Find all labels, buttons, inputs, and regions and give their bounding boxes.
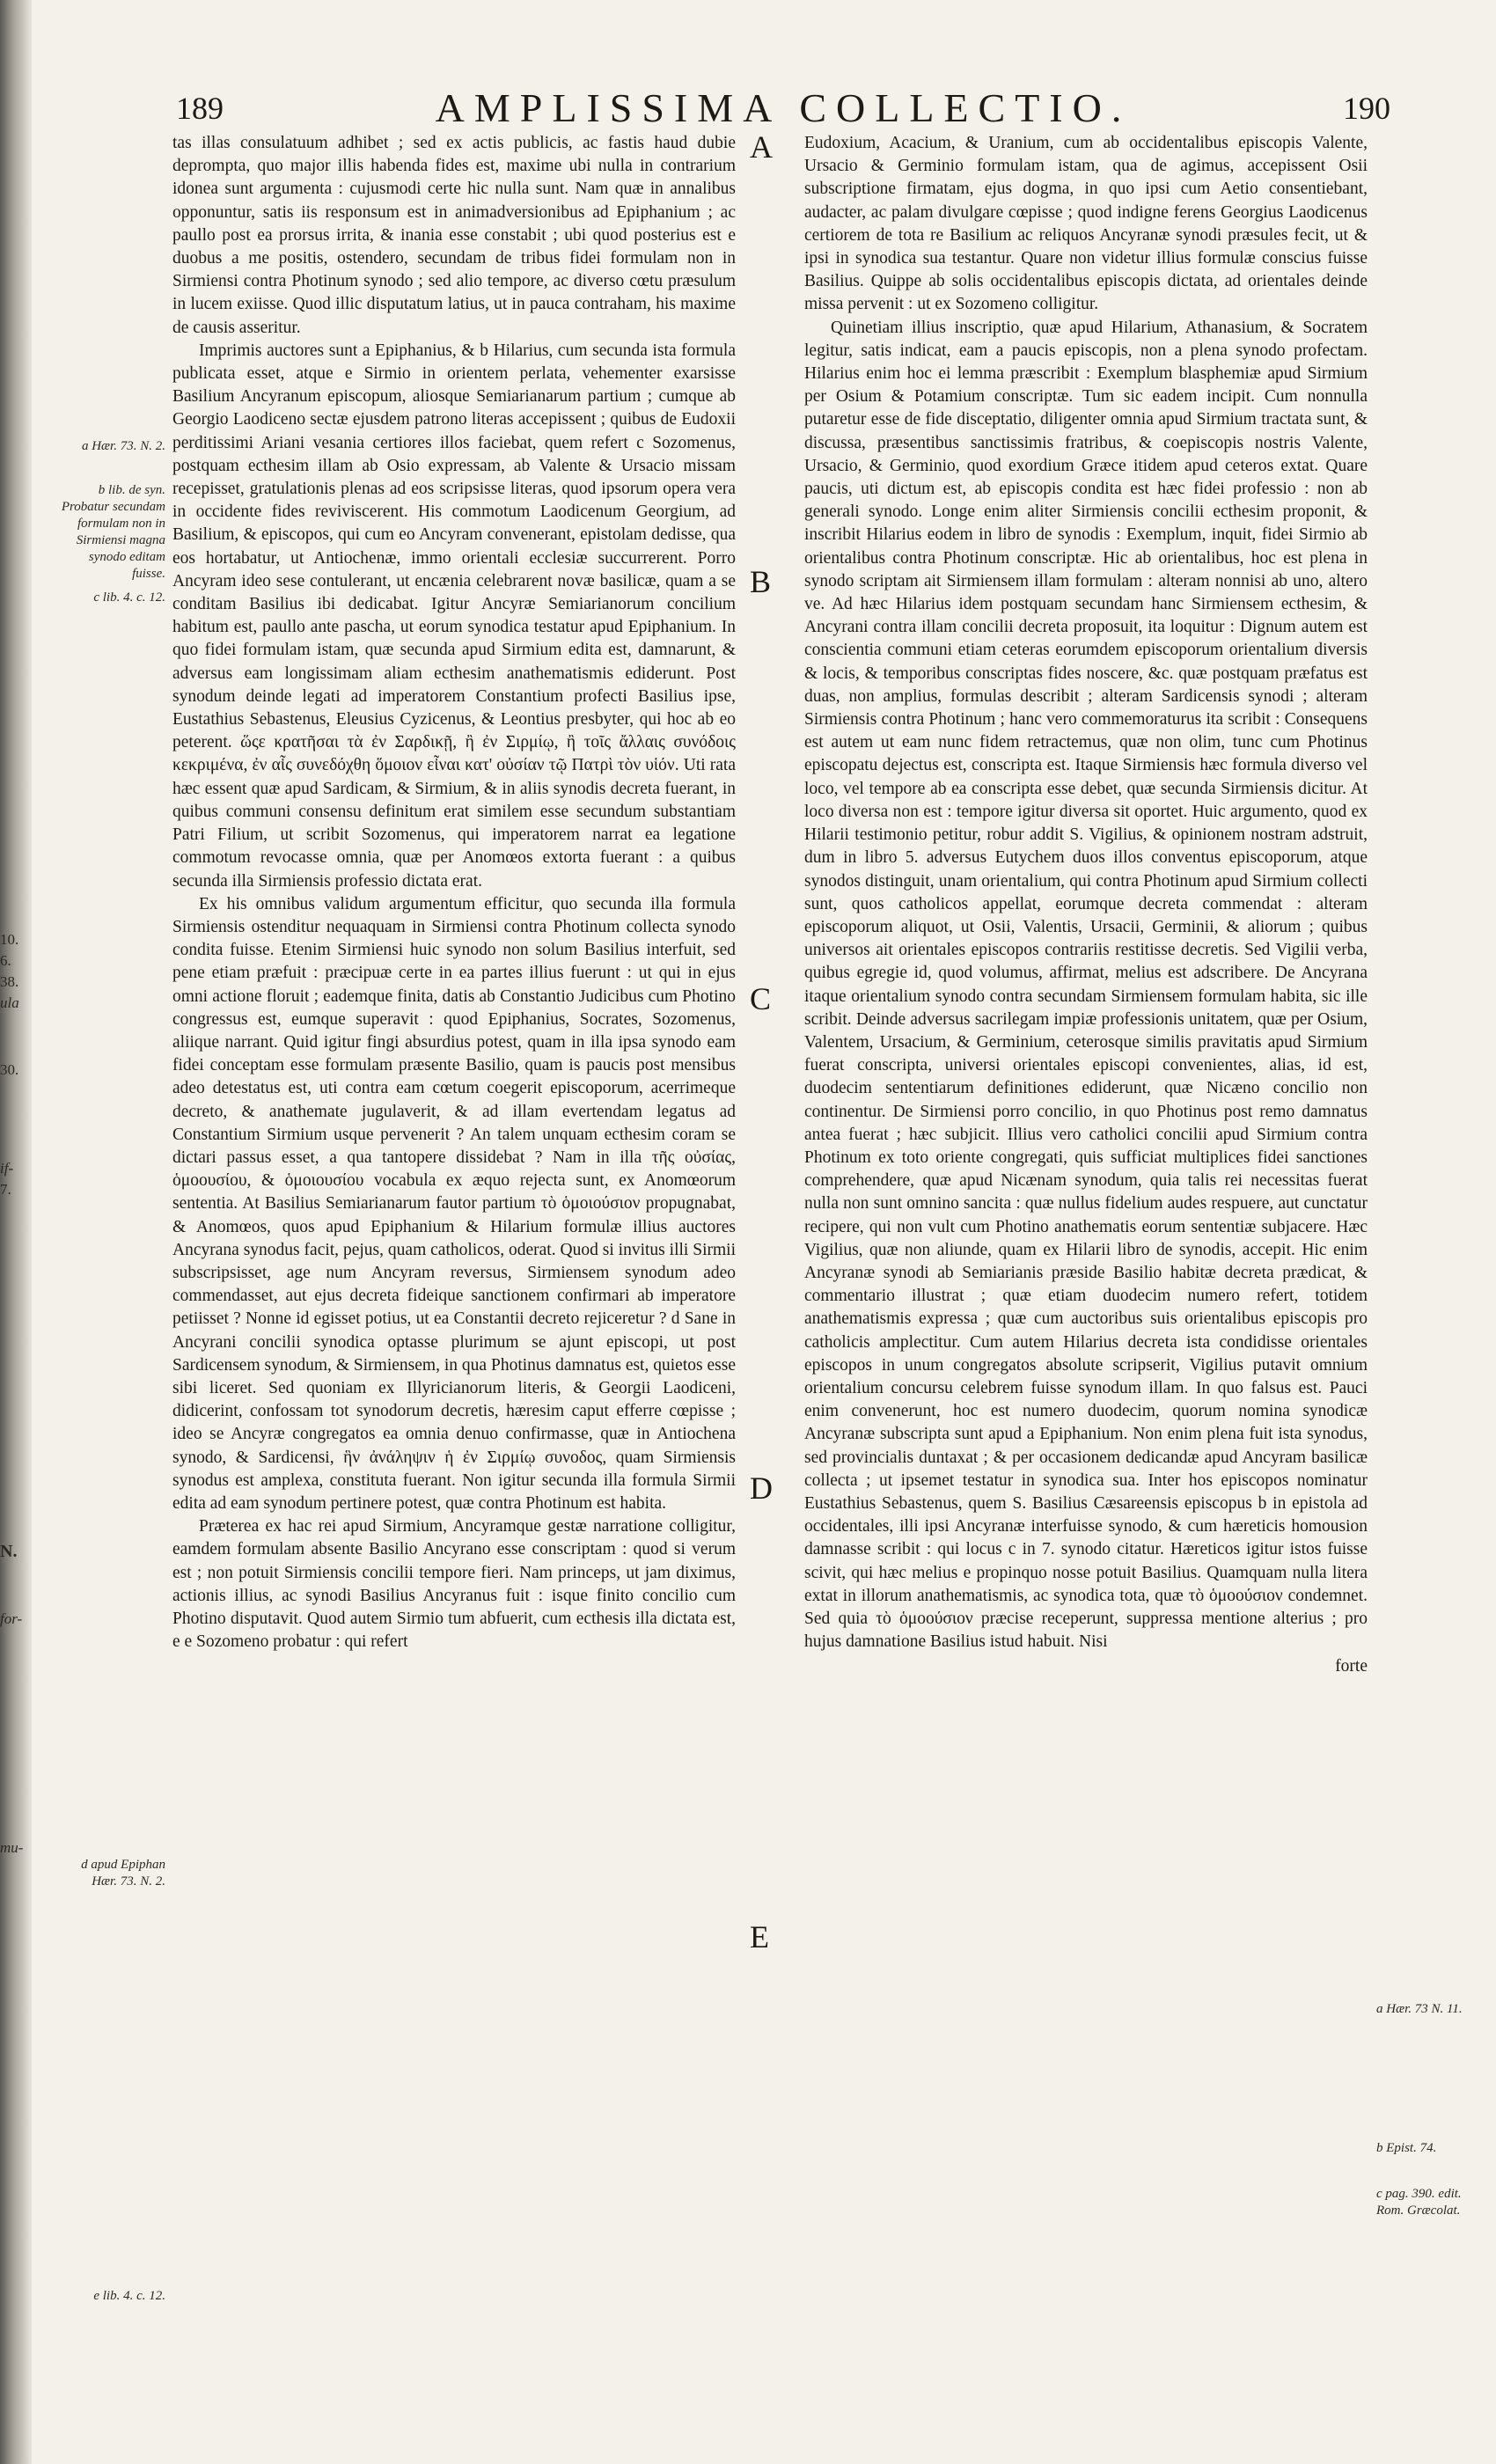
paragraph: Quinetiam illius inscriptio, quæ apud Hilarium, Athanasium, & Socratem legitur, satis indicat, eam a paucis episcopis, non a plena synodo profectam. Hilarius enim hoc ei lemma præscribit : Exemplum blasphemiæ apud Sirmium per Osium & Potamium conscriptæ. Tum sic eadem incipit. Cum nonnulla putaretur esse de fide disceptatio, diligenter omnia apud Sirmium tractata sunt, & discussa, præsentibus sanctissimis fratribus, & coepiscopis nostris Valente, Ursacio, & Germinio, quod exordium Græce itidem apud ceteros extat. Quare paucis, uti dictum est, ab episcopis condita est hæc fidei professio : non ab generali synodo. Longe enim aliter Sirmiensis concilii ecthesim proponit, & inscribit Hilarius eodem in libro de synodis : Exemplum, inquit, fidei Sirmio ab orientalibus contra Photinum conscriptæ. Hic ab orientalibus, hoc est plena in synodo scriptam ait Sirmiensem illam formulam : alteram nonnisi ab uno, altero ve. Ad hæc Hilarius idem postquam secundam hanc Sirmiensem ecthesim, & Ancyrani contra illam concilii decreta proposuit, ita loquitur : Dignum autem est conscientia communi etiam ceteras eorumdem episcoporum orientalium diversis & locis, & temporibus conscriptas fides noscere, &c. quæ postquam præfatus est duas, non amplius, formulas describit ; alteram Sardicensis synodi ; alteram Sirmiensis contra Photinum ; hanc vero commemoraturus ita scribit : Consequens est autem ut eam nunc fidem retractemus, quæ non olim, tunc cum Photinus episcopatu dejectus est, conscripta est. Itaque Sirmiensis hæc formula diverso vel loco, vel tempore ab ea conscripta esse debet, quæ secunda Sirmiensis dicitur. At loco diversa non est : tempore igitur diversa sit oportet. Huic argumento, quod ex Hilarii testimonio petitur, robur addit S. Vigilius, & opinionem nostram adstruit, dum in libro 5. adversus Eutychem duos illos conventus episcoporum, atque synodos distinguit, unam orientalium, qui contra Photinum apud Sirmium collecti sunt, quos catholicos appellat, eorumque decreta commendat : alteram episcoporum aliquot, ut Osii, Valentis, Ursacii, Germinii, & aliorum ; quibus universos ait orientales episcopos contrariis restitisse decretis. Sed Vigilii verba, quibus egregie id, quod volumus, affirmat, melius est adscribere. De Ancyrana itaque orientalium synodo contra secundam Sirmiensem formulam habita, sic ille scribit. Deinde adversus sacrilegam impiæ professionis unitatem, quæ per Osium, Valentem, Ursacium, & Germinium, ceterosque similis pravitatis apud Sirmium fuerat conscripta, universi orientales episcopi convenientes, alias, id est, duodecim sententiarum definitiones ediderunt, quæ Nicæno concilio non continentur. De Sirmiensi porro concilio, in quo Photinus post remo damnatus antea fuerat ; hæc subjicit. Illius vero catholici concilii apud Sirmium contra Photinum ex toto oriente congregati, quis sufficiat multiplices fidei sanctiones comprehendere, quæ apud Nicænam synodum, quia talis rei necessitas fuerat nulla non sunt omnino sancita : quæ nullus fidelium audes respuere, aut cunctatur recipere, qui non vult cum Photino anathematis eorum sententiæ subjacere. Hæc Vigilius, quæ non aliunde, quam ex Hilarii libro de synodis, accepit. Hic enim Ancyranæ synodi ab Semiarianis præside Basilio habitæ decreta prædicat, & commentario illustrat ; quæ etiam duodecim numero refert, totidem anathematismis expressa ; quæ cum auctoribus suis orientalibus episcopis pro catholicis amplectitur. Cum autem Hilarius decreta ista condidisse orientales episcopos in unum congregatos absolute scripserit, Vigilius putavit omnium orientalium concursu celebrem fuisse synodum illam. In quo falsus est. Pauci enim convenerunt, hoc est numero duodecim, quorum nomina synodicæ Ancyranæ subscripta sunt apud a Epiphanium. Non enim plena fuit ista synodus, sed provincialis duntaxat ; & per occasionem dedicandæ apud Ancyram basilicæ collecta ; ut ipsemet testatur in synodica sua. Inter hos episcopos nominatur Eustathius Sebastenus, quem S. Basilius Cæsareensis episcopus b in epistola ad occidentales, illi ipsi Ancyranæ interfuisse synodo, & cum hæreticis homousion damnasse scribit : qui locus c in 7. synodo citatur. Hæreticos igitur istos fuisse scivit, qui hæc melius e propinquo nosse potuit Basilius. Quamquam nulla litera extat in illorum anathematismis, ac synodica tota, quæ τὸ ὁμοούσιον condemnet. Sed quia τὸ ὁμοούσιον præcise receperunt, suppressa mentione alterius ; pro hujus damnatione Basilius istud habuit. Nisi [804, 318, 1368, 1652]
section-letter: A [750, 129, 773, 165]
page-number-right: 190 [1343, 91, 1390, 126]
section-letter: E [750, 1919, 769, 1954]
prev-page-fragment: for- [0, 1610, 23, 1627]
prev-page-fragment: 10. [0, 931, 19, 948]
margin-note: b lib. de syn. Probatur secundam formulam non in Sirmiensi magna synodo editam fuisse. [61, 483, 165, 581]
running-header [176, 84, 1390, 137]
prev-page-fragment: 7. [0, 1181, 11, 1198]
section-letter: D [750, 1470, 773, 1506]
page-title: AMPLISSIMA COLLECTIO. [435, 85, 1132, 130]
margin-note: d apud Epiphan Hær. 73. N. 2. [81, 1858, 165, 1888]
prev-page-fragment: 30. [0, 1061, 19, 1078]
margin-note: b Epist. 74. [1376, 2141, 1437, 2155]
section-letter: C [750, 981, 772, 1016]
paragraph: Imprimis auctores sunt a Epiphanius, & b Hilarius, cum secunda ista formula publicata esset, atque e Sirmio in orientem perlata, vehementer exarsisse Basilium Ancyranum episcopum, aliosque Semiarianarum partium ; cumque ab Georgio Laodiceno sectæ ejusdem patrono literas accepissent ; quibus de Eudoxii perditissimi Ariani vesania certiores illos faciebat, quem refert c Sozomenus, postquam ecthesim illam ab Osio expressam, ab Valente & Ursacio missam recepisset, gratulationis plenas ad eos scripsisse literas, quod ipsorum opera vera in occidente fides reviviscerent. His commotum Laodicenum Georgium, ad Basilium, & episcopos, qui cum eo Ancyram convenerant, epistolam dedisse, qua eos hortabatur, ut Antiochenæ, immo orientali ecclesiæ succurrerent. Porro Ancyram ideo sese contulerant, ut encænia celebrarent novæ basilicæ, quam a se conditam Basilius ibi dedicabat. Igitur Ancyræ Semiarianorum concilium habitum est, paullo ante pascha, ut eorum synodica testatur apud Epiphanium. In quo fidei formulam istam, quæ secunda apud Sirmium edita est, damnarunt, & adversus eam longissimam aliam ecthesim anathematismis ediderunt. Post synodum deinde legati ad imperatorem Constantium profecti Basilius ipse, Eustathius Sebastenus, Eleusius Cyzicenus, & Leontius presbyter, qui hoc ab eo peterent. ὥςε κρατῆσαι τὰ ἐν Σαρδικῇ, ἢ ἐν Σιρμίῳ, ἢ τοῖς ἄλλαις συνόδοις κεκριμένα, ἐν αἷς συνεδόχθη ὅμοιον εἶναι κατ' οὐσίαν τῷ Πατρὶ τὸν υἱόν. Uti rata hæc essent quæ apud Sardicam, & Sirmium, & in aliis synodis decreta fuerant, in quibus communi consensu definitum erat similem esse secundum substantiam Patri Filium, ut scribit Sozomenus, qui imperatorem narrat ea legatione commotum revocasse omnia, quæ per Anomœos extorta fuerant : a quibus secunda illa Sirmiensis professio dictata erat. [172, 341, 736, 891]
text-column-left [172, 132, 736, 1654]
prev-page-fragment: mu- [0, 1839, 24, 1856]
paragraph: tas illas consulatuum adhibet ; sed ex actis publicis, ac fastis haud dubie deprompta, quo major illis habenda fides est, maxime ubi nulla in contrarium idonea sunt argumenta : cujusmodi certe hic nulla sunt. Nam quæ in annalibus opponuntur, satis iis responsum est in animadversionibus ad Epiphanium ; ac paullo post ea prorsus irrita, & inania esse constabit ; ubi quod posterius est e duobus a me positis, ostendero, secundam de tribus fidei formulam non in Sirmiensi contra Photinum synodo ; sed alio tempore, ac diverso cœtu præsulum in lucem exiisse. Quod illic disputatum latius, ut in pauca contraham, his maxime de causis asseritur. [172, 134, 736, 337]
paragraph: Eudoxium, Acacium, & Uranium, cum ab occidentalibus episcopis Valente, Ursacio & Germinio formulam istam, qua de agimus, accepissent Osii subscriptione firmatam, ejus dogma, in quo ipsi cum Aetio consentiebant, audacter, ac palam divulgare cœpisse ; quod indigne ferens Georgius Laodicenus certiorem de tota re Basilium ac reliquos Ancyranæ synodi præsules fecit, ut & ipsi in synodica sua testantur. Quare non videtur illius formulæ conscius fuisse Basilius. Quippe ab solis occidentalibus episcopis dictata, ad orientales deinde missa pervenit : ut ex Sozomeno colligitur. [804, 134, 1368, 314]
prev-page-fragment: 6. [0, 952, 11, 969]
prev-page-fragment: ula [0, 994, 19, 1011]
margin-note: c pag. 390. edit. Rom. Græcolat. [1376, 2187, 1462, 2218]
prev-page-fragment: N. [0, 1542, 18, 1561]
margin-note: e lib. 4. c. 12. [93, 2289, 165, 2303]
page-number-left: 189 [176, 91, 224, 126]
binding-gutter [0, 0, 32, 2464]
margin-note: c lib. 4. c. 12. [93, 590, 165, 605]
paragraph: Præterea ex hac rei apud Sirmium, Ancyramque gestæ narratione colligitur, eamdem formulam absente Basilio Ancyrano esse conscriptam : quod si verum est ; non potuit Sirmiensis concilii tempore fieri. Nam princeps, ut jam diximus, actionis illius, ac synodi Basilius Ancyranus fuit : isque finito concilio cum Photino disputavit. Quod autem Sirmio tum abfuerit, cum ecthesis illa dictata est, e e Sozomeno probatur : qui refert [172, 1517, 736, 1652]
margin-note: a Hær. 73 N. 11. [1376, 2002, 1463, 2016]
paragraph: Ex his omnibus validum argumentum efficitur, quo secunda illa formula Sirmiensis ostenditur nequaquam in Sirmiensi contra Photinum collecta synodo condita fuisse. Etenim Sirmiensi huic synodo non solum Basilius interfuit, sed pene etiam præfuit : præcipuæ certe in ea partes illius fuerunt : ut qui in ejus omni actione floruit ; eademque finita, datis ab Constantio Judicibus cum Photino congressus est, eumque superavit : quod Epiphanius, Socrates, Sozomenus, aliique narrant. Quid igitur fingi absurdius potest, quam in illa ipsa synodo eam fidei conceptam esse formulam præsente Basilio, quam is paucis post mensibus adeo detestatus est, uti contra eam cœtum coegerit episcoporum, acerrimeque decreto, & anathemate jugulaverit, & ad illam evertendam legatus ad Constantium Sirmium usque pervenerit ? An talem unquam ecthesim coram se dictari passus esset, a qua tantopere dissidebat ? Nam in illa τῆς οὐσίας, ὁμοουσίου, & ὁμοιουσίου vocabula ex æquo rejecta sunt, ex Anomœorum sententia. At Basilius Semiarianarum fautor partium τὸ ὁμοιούσιον propugnabat, & Anomœos, quos apud Epiphanium & Hilarium formulæ illius auctores Ancyrana synodus facit, pejus, quam catholicos, oderat. Quod si invitus illi Sirmii subscripsisset, age num Ancyram reversus, Sirmiensem synodum adeo commendasset, aut ejus decreta fideique sanctionem confirmari ab imperatore petiisset ? Nonne id egisset potius, ut ea Constantii decreto rejiceretur ? d Sane in Ancyrani concilii synodica optasse plurimum se ajunt episcopi, ut post Sardicensem synodum, & Sirmiensem, in qua Photinus damnatus est, quietos esse sibi liceret. Sed quoniam ex Illyricianorum literis, & Georgii Laodiceni, didicerint, confossam tot synodorum decretis, hæresim caput efferre cœpisse ; ideo se Ancyræ congregatos ea omnia denuo confirmasse, quæ in Antiochena synodo, & Sardicensi, ἣν ἀνάληψιν ἡ ἐν Σιρμίῳ συνοδος, quam Sirmiensis synodus est amplexa, constituta fuerant. Non igitur secunda illa formula Sirmii edita ad eam synodum pertinere potest, quæ contra Photinum est habita. [172, 894, 736, 1513]
section-letter: B [750, 564, 772, 599]
margin-note: a Hær. 73. N. 2. [81, 439, 165, 453]
prev-page-fragment: if- [0, 1160, 14, 1177]
text-column-right [804, 132, 1368, 1679]
prev-page-fragment: 38. [0, 973, 19, 990]
catchword: forte [1335, 1657, 1368, 1676]
